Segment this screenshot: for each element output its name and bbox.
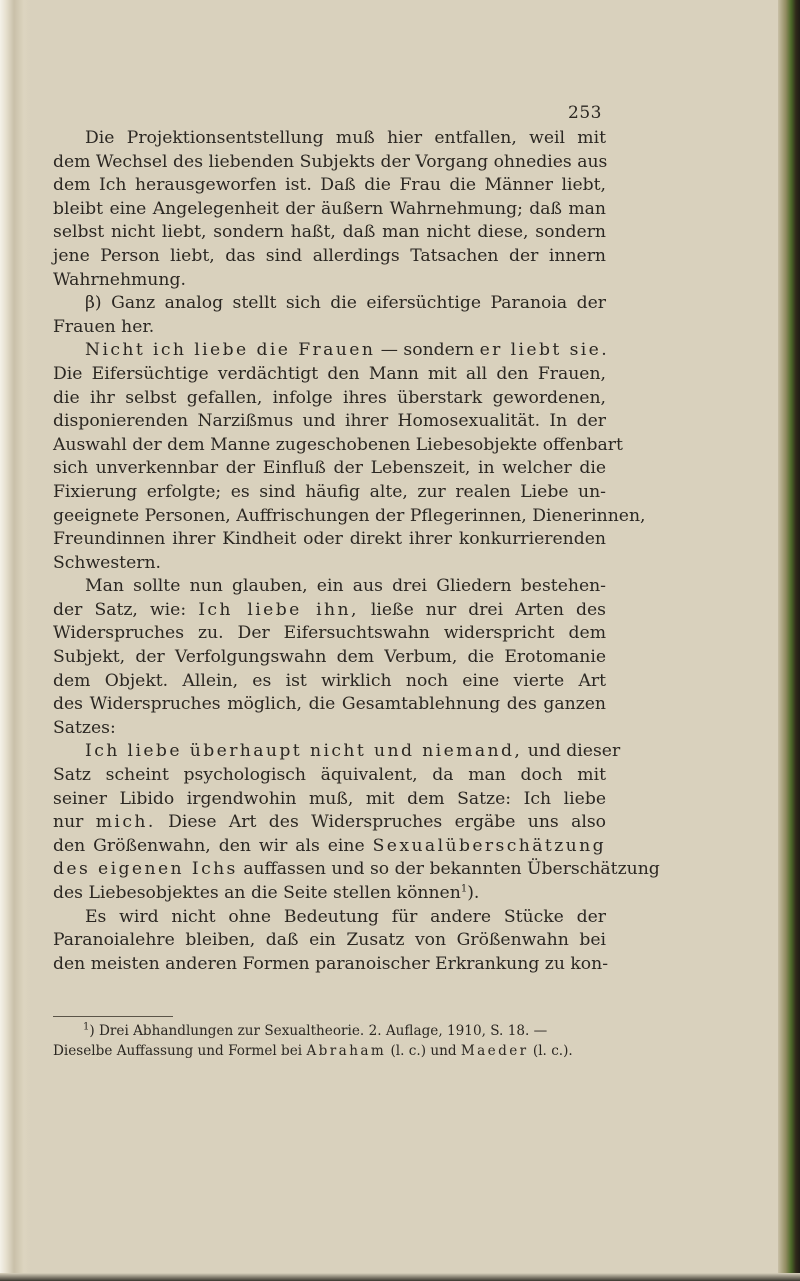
emphasis: Sexualüberschätzung xyxy=(372,835,607,856)
text-line: sich unverkennbar der Einfluß der Lebenszeit, in welcher die xyxy=(53,458,606,479)
text-line xyxy=(53,811,606,835)
scan-right-edge xyxy=(778,0,800,1281)
text-line xyxy=(53,835,606,859)
text-run: Diese Art des Widerspruches ergäbe uns also xyxy=(155,812,606,833)
emphasis: Nicht ich liebe die Frauen xyxy=(85,340,376,361)
text-run: (l. c.) und xyxy=(386,1043,461,1059)
text-line xyxy=(53,339,610,363)
scan-bottom-edge xyxy=(0,1273,800,1281)
text-line: geeignete Personen, Auffrischungen der Pflegerinnen, Dienerinnen, xyxy=(53,505,646,526)
text-line: Subjekt, der Verfolgungswahn dem Verbum, die Erotomanie xyxy=(53,647,606,668)
text-line: dem Wechsel des liebenden Subjekts der Vorgang ohnedies aus xyxy=(53,151,608,172)
text-line: seiner Libido irgendwohin muß, mit dem Satze: Ich liebe xyxy=(53,788,606,809)
text-line: des Widerspruches möglich, die Gesamtablehnung des ganzen xyxy=(53,694,606,715)
text-line xyxy=(53,740,621,764)
text-line: Satz scheint psychologisch äquivalent, da man doch mit xyxy=(53,765,606,786)
footnote-line xyxy=(53,1041,606,1061)
text-line: Paranoialehre bleiben, daß ein Zusatz von Größenwahn bei xyxy=(53,930,606,951)
text-run: den Größenwahn, den wir als eine xyxy=(53,835,365,856)
text-line: bleibt eine Angelegenheit der äußern Wahrnehmung; daß man xyxy=(53,198,606,219)
text-line: dem Ich herausgeworfen ist. Daß die Frau die Männer liebt, xyxy=(53,175,606,196)
scan-left-margin xyxy=(0,0,30,1281)
text-line: Widerspruches zu. Der Eifersuchtswahn widerspricht dem xyxy=(53,623,606,644)
body-text xyxy=(53,127,660,976)
text-run: des Liebesobjektes an die Seite stellen können xyxy=(53,883,461,903)
text-line: selbst nicht liebt, sondern haßt, daß man nicht diese, sondern xyxy=(53,222,606,243)
text-line: Frauen her. xyxy=(53,316,155,337)
text-run: — sondern xyxy=(375,340,480,361)
text-line: Freundinnen ihrer Kindheit oder direkt ihrer konkurrierenden xyxy=(53,529,606,550)
text-line: Wahrnehmung. xyxy=(53,269,186,290)
footnote-ref: 1 xyxy=(460,883,468,895)
text-line xyxy=(53,858,660,882)
text-run: auffassen und so der bekannten Überschätzung xyxy=(237,859,660,880)
text-line: dem Objekt. Allein, es ist wirklich noch eine vierte Art xyxy=(53,670,606,691)
text-line: β) Ganz analog stellt sich die eifersüchtige Paranoia der xyxy=(85,293,606,314)
emphasis: mich. xyxy=(95,812,156,833)
text-line: Die Eifersüchtige verdächtigt den Mann mit all den Frauen, xyxy=(53,363,606,384)
footnotes xyxy=(53,1021,606,1061)
text-line: Auswahl der dem Manne zugeschobenen Liebesobjekte offenbart xyxy=(53,434,623,455)
text-line: den meisten anderen Formen paranoischer Erkrankung zu kon- xyxy=(53,953,609,974)
text-line: Man sollte nun glauben, ein aus drei Gliedern bestehen- xyxy=(85,576,606,597)
text-run: Dieselbe Auffassung und Formel bei xyxy=(53,1043,307,1059)
text-line: die ihr selbst gefallen, infolge ihres überstark gewordenen, xyxy=(53,387,606,408)
text-line: Schwestern. xyxy=(53,552,162,573)
text-run: nur xyxy=(53,812,96,833)
emphasis: Abraham xyxy=(306,1043,387,1059)
text-run: ) Drei Abhandlungen zur Sexualtheorie. 2. Auflage, 1910, S. 18. — xyxy=(89,1023,548,1039)
text-line: Satzes: xyxy=(53,717,116,738)
text-line xyxy=(53,599,606,623)
text-run: (l. c.). xyxy=(528,1043,573,1059)
emphasis: er liebt sie. xyxy=(479,340,610,361)
text-line: Fixierung erfolgte; es sind häufig alte, zur realen Liebe un- xyxy=(53,481,606,502)
footnote-marker: 1 xyxy=(83,1021,90,1033)
text-run: ließe nur drei Arten des xyxy=(358,599,606,620)
text-line xyxy=(53,882,606,906)
page-number: 253 xyxy=(568,103,602,123)
text-line: Es wird nicht ohne Bedeutung für andere Stücke der xyxy=(85,906,606,927)
emphasis: des eigenen Ichs xyxy=(53,859,238,880)
emphasis: Maeder xyxy=(460,1043,529,1059)
text-line: disponierenden Narzißmus und ihrer Homosexualität. In der xyxy=(53,411,606,432)
footnote-line xyxy=(53,1021,606,1041)
text-run: und dieser xyxy=(522,741,621,762)
text-line: Die Projektionsentstellung muß hier entfallen, weil mit xyxy=(85,128,606,148)
emphasis: Ich liebe ihn, xyxy=(198,599,359,620)
emphasis: Ich liebe überhaupt nicht und niemand, xyxy=(85,741,523,762)
text-run: der Satz, wie: xyxy=(53,599,199,620)
footnote-rule xyxy=(53,1016,173,1017)
text-run: ). xyxy=(467,883,480,903)
text-line: jene Person liebt, das sind allerdings Tatsachen der innern xyxy=(53,245,606,266)
